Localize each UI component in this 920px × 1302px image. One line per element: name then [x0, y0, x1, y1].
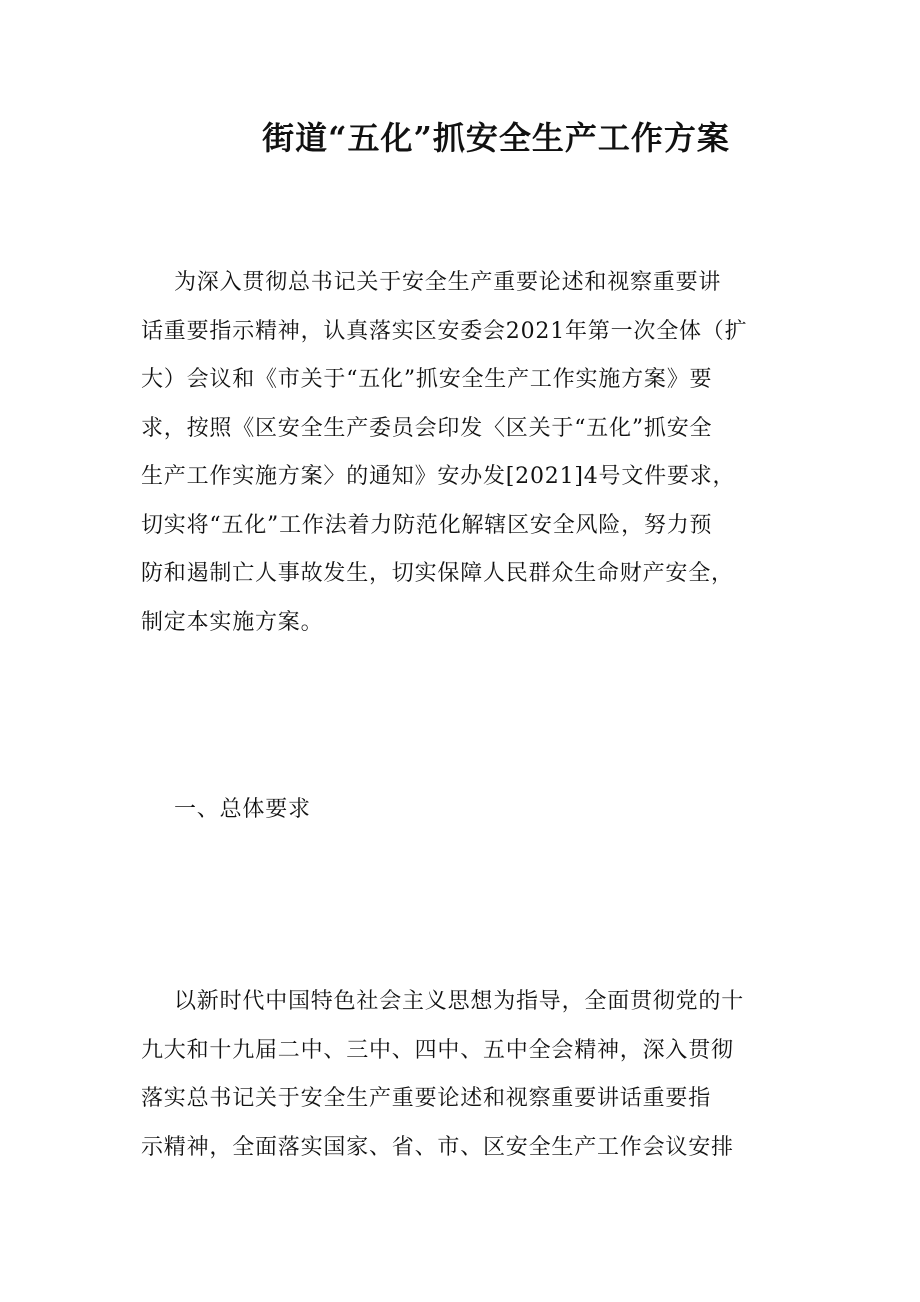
paragraph-line: 切实将“五化”工作法着力防范化解辖区安全风险，努力预 [141, 512, 713, 538]
paragraph-line: 制定本实施方案。 [141, 609, 324, 635]
paragraph-line: 以新时代中国特色社会主义思想为指导，全面贯彻党的十 [174, 989, 745, 1014]
section-heading: 一、总体要求 [174, 797, 311, 822]
paragraph-line: 示精神，全面落实国家、省、市、区安全生产工作会议安排 [141, 1134, 734, 1160]
paragraph-line: 防和遏制亡人事故发生，切实保障人民群众生命财产安全， [141, 561, 734, 586]
document-title: 街道“五化”抓安全生产工作方案 [262, 119, 730, 157]
paragraph-line: 大）会议和《市关于“五化”抓安全生产工作实施方案》要 [141, 367, 713, 392]
paragraph-line: 九大和十九届二中、三中、四中、五中全会精神，深入贯彻 [141, 1037, 734, 1063]
paragraph-line: 话重要指示精神，认真落实区安委会2021年第一次全体（扩 [141, 318, 748, 344]
intro-paragraph [141, 259, 796, 647]
paragraph-line: 生产工作实施方案〉的通知》安办发[2021]4号文件要求， [141, 464, 736, 489]
section-paragraph [141, 978, 796, 1172]
paragraph-line: 求，按照《区安全生产委员会印发〈区关于“五化”抓安全 [141, 415, 713, 441]
paragraph-line: 为深入贯彻总书记关于安全生产重要论述和视察重要讲 [174, 270, 722, 295]
paragraph-line: 落实总书记关于安全生产重要论述和视察重要讲话重要指 [141, 1086, 712, 1111]
